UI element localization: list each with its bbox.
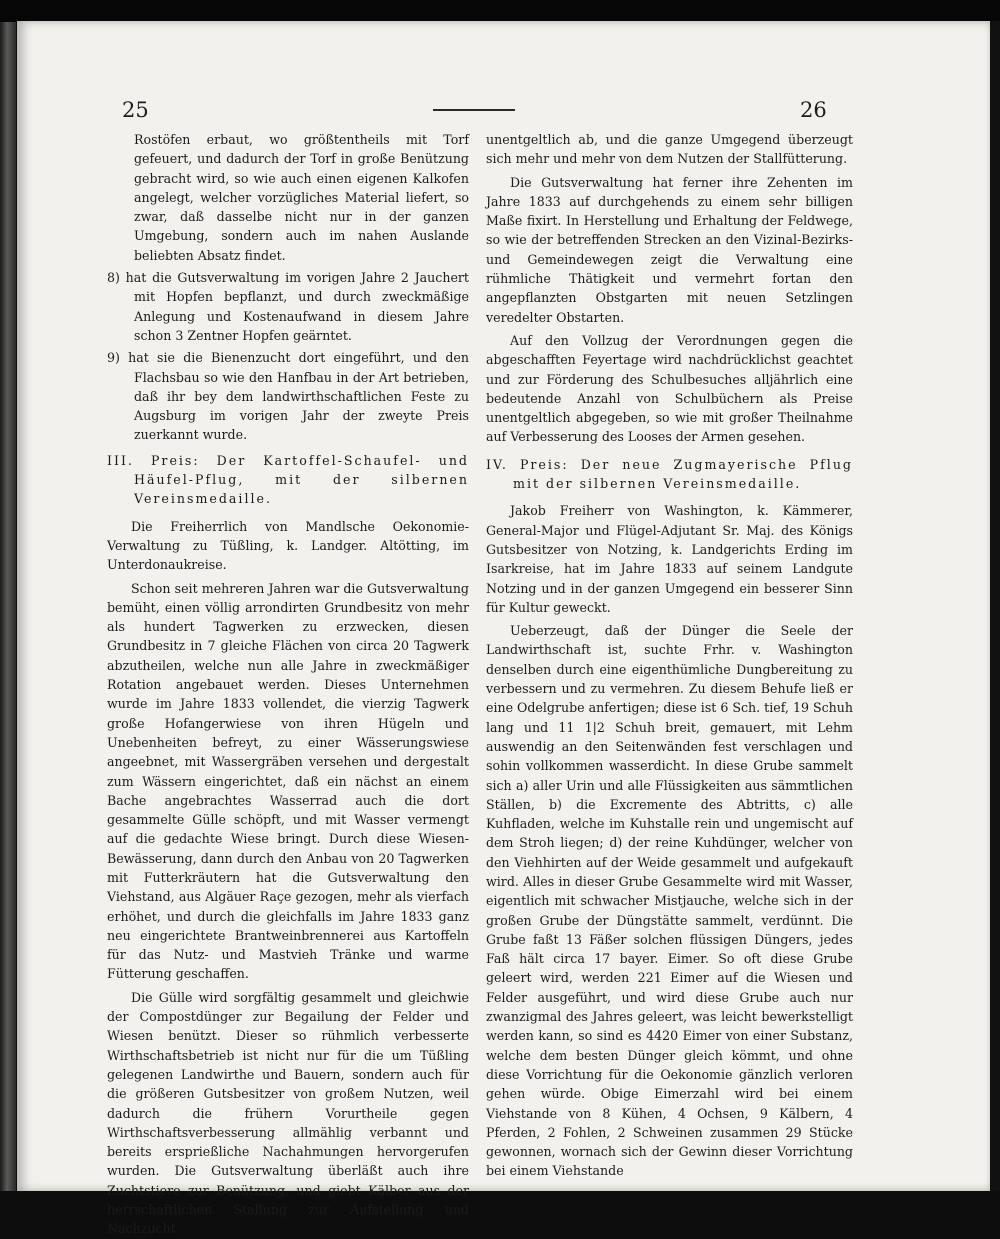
paragraph-zehenten: Die Gutsverwaltung hat ferner ihre Zehenten im Jahre 1833 auf durchgehends zu einem sehr billigen Maße fixirt. In Herstellung und Erhaltung der Feldwege, so wie der betreffenden Strecken an den Vizinal-Bezirks- und Gemeindewegen zeigt die Verwaltung eine rühmliche Thätigkeit und vermehrt fortan den angepflanzten Obstgarten mit neuen Setzlingen veredelter Obstarten.: [486, 174, 853, 325]
paragraph-feyertage: Auf den Vollzug der Verordnungen gegen die abgeschafften Feyertage wird nachdrücklichst geachtet und zur Förderung des Schulbesuches alljährlich eine bedeutende Anzahl von Schulbüchern als Preise unentgeltlich abgegeben, so wie mit großer Theilnahme auf Verbesserung des Looses der Armen gesehen.: [486, 332, 853, 445]
scan-background-right: [990, 21, 1000, 1191]
paragraph-stallfuetterung: unentgeltlich ab, und die ganze Umgegend überzeugt sich mehr und mehr von dem Nutzen der Stallfütterung.: [486, 132, 853, 167]
prize-heading-4: IV. Preis: Der neue Zugmayerische Pflug mit der silbernen Vereinsmedaille.: [486, 456, 853, 492]
paragraph-guelle: Die Gülle wird sorgfältig gesammelt und gleichwie der Compostdünger zur Begailung der Felder und Wiesen benützt. Dieser so rühmlich verbesserte Wirthschaftsbetrieb ist nicht nur für die um Tüßling gelegenen Landwirthe und Bauern, sondern auch für die größeren Gutsbesitzer von großem Nutzen, weil dadurch die frühern Vorurtheile gegen Wirthschaftsverbesserung allmählig verbannt und bereits ersprießliche Nachahmungen hervorgerufen wurden. Die Gutsverwaltung überläßt auch ihre Zuchtstiere zur Benützung, und giebt Kälber aus der herrschaftlichen Stallung zur Aufstellung und Nachzucht: [107, 989, 469, 1237]
page-number-left: 25: [122, 98, 149, 122]
list-item-9-bienenzucht: 9) hat sie die Bienenzucht dort eingeführt, und den Flachsbau so wie den Hanfbau in der Art betrieben, daß ihr bey dem landwirthschaftlichen Feste zu Augsburg im vorigen Jahr der zweyte Preis zuerkannt wurde.: [107, 350, 469, 443]
prize-heading-3: III. Preis: Der Kartoffel-Schaufel- und Häufel-Pflug, mit der silbernen Vereinsmedaille.: [107, 452, 469, 507]
left-text-column: [107, 130, 469, 1239]
right-text-column: [486, 130, 853, 1181]
paragraph-gutsverwaltung-history: Schon seit mehreren Jahren war die Gutsverwaltung bemüht, einen völlig arrondirten Grundbesitz von mehr als hundert Tagwerken zu erzwecken, diesen Grundbesitz in 7 gleiche Flächen von circa 20 Tagwerk abzutheilen, welche nun alle Jahre in zweckmäßiger Rotation angebauet werden. Dieses Unternehmen wurde im Jahre 1833 vollendet, die vierzig Tagwerk große Hofangerwiese von ihren Hügeln und Unebenheiten befreyt, zu einer Wässerungswiese angeebnet, mit Wassergräben versehen und dergestalt zum Wässern eingerichtet, daß ein nächst an einem Bache angebrachtes Wasserrad auch die dort gesammelte Gülle schöpft, und mit Wasser vermengt auf die gedachte Wiese bringt. Durch diese Wiesen-Bewässerung, dann durch den Anbau von 20 Tagwerken mit Futterkräutern hat die Gutsverwaltung den Viehstand, aus Algäuer Raçe gezogen, mehr als vierfach erhöhet, und durch die gleichfalls im Jahre 1833 ganz neu eingerichtete Brantweinbrennerei aus Kartoffeln für das Nutz- und Mastvieh Tränke und warme Fütterung geschaffen.: [107, 580, 469, 982]
book-binding-edge: [0, 22, 16, 1191]
paragraph-duengerbereitung: Ueberzeugt, daß der Dünger die Seele der Landwirthschaft ist, suchte Frhr. v. Washington denselben durch eine eigenthümliche Dungbereitung zu verbessern und zu vermehren. Zu diesem Behufe ließ er eine Odelgrube anfertigen; diese ist 6 Sch. tief, 19 Schuh lang und 11 1|2 Schuh breit, gemauert, mit Lehm auswendig an den Seitenwänden fest verschlagen und sohin vollkommen wasserdicht. In diese Grube sammelt sich a) aller Urin und alle Flüssigkeiten aus sämmtlichen Ställen, b) die Excremente des Abtritts, c) alle Kuhfladen, welche im Kuhstalle rein und ungemischt auf dem Stroh liegen; d) der reine Kuhdünger, welcher von den Viehhirten auf der Weide gesammelt und aufgekauft wird. Alles in dieser Grube Gesammelte wird mit Wasser, eigentlich mit schwacher Mistjauche, welche sich in der großen Grube der Düngstätte sammelt, verdünnt. Die Grube faßt 13 Fäßer solchen flüssigen Düngers, jedes Faß hält circa 17 bayer. Eimer. So oft diese Grube geleert wird, werden 221 Eimer auf die Wiesen und Felder ausgeführt, und wird diese Grube auch nur zwanzigmal des Jahres geleert, was leicht bewerkstelligt werden kann, so sind es 4420 Eimer von einer Substanz, welche dem besten Dünger gleich kömmt, und ohne diese Vorrichtung für die Oekonomie gänzlich verloren gehen würde. Obige Eimerzahl wird bei einem Viehstande von 8 Kühen, 4 Ochsen, 9 Kälbern, 4 Pferden, 2 Fohlen, 2 Schweinen zusammen 29 Stücke gewonnen, wornach sich der Gewinn dieser Vorrichtung bei einem Viehstande: [486, 623, 853, 1179]
list-item-8-hopfen: 8) hat die Gutsverwaltung im vorigen Jahre 2 Jauchert mit Hopfen bepflanzt, und durch zweckmäßige Anlegung und Kostenaufwand in diesem Jahre schon 3 Zentner Hopfen geärntet.: [107, 270, 469, 343]
paragraph-kalkofen: Rostöfen erbaut, wo größtentheils mit Torf gefeuert, und dadurch der Torf in große Benützung gebracht wird, so wie auch einen eigenen Kalkofen angelegt, welcher vorzügliches Material liefert, so zwar, daß dasselbe nicht nur in der ganzen Umgebung, sondern auch im nahen Auslande beliebten Absatz findet.: [134, 132, 469, 263]
paragraph-washington: Jakob Freiherr von Washington, k. Kämmerer, General-Major und Flügel-Adjutant Sr. Maj. des Königs Gutsbesitzer von Notzing, k. Landgerichts Erding im Isarkreise, hat im Jahre 1833 auf seinem Landgute Notzing und in der ganzen Umgegend ein besserer Sinn für Kultur geweckt.: [486, 503, 853, 615]
header-rule: [433, 109, 515, 111]
page-number-right: 26: [800, 98, 827, 122]
scan-background-top: [0, 0, 1000, 22]
paragraph-recipient-tuessling: Die Freiherrlich von Mandlsche Oekonomie-Verwaltung zu Tüßling, k. Landger. Altötting, im Unterdonaukreise.: [107, 518, 469, 573]
